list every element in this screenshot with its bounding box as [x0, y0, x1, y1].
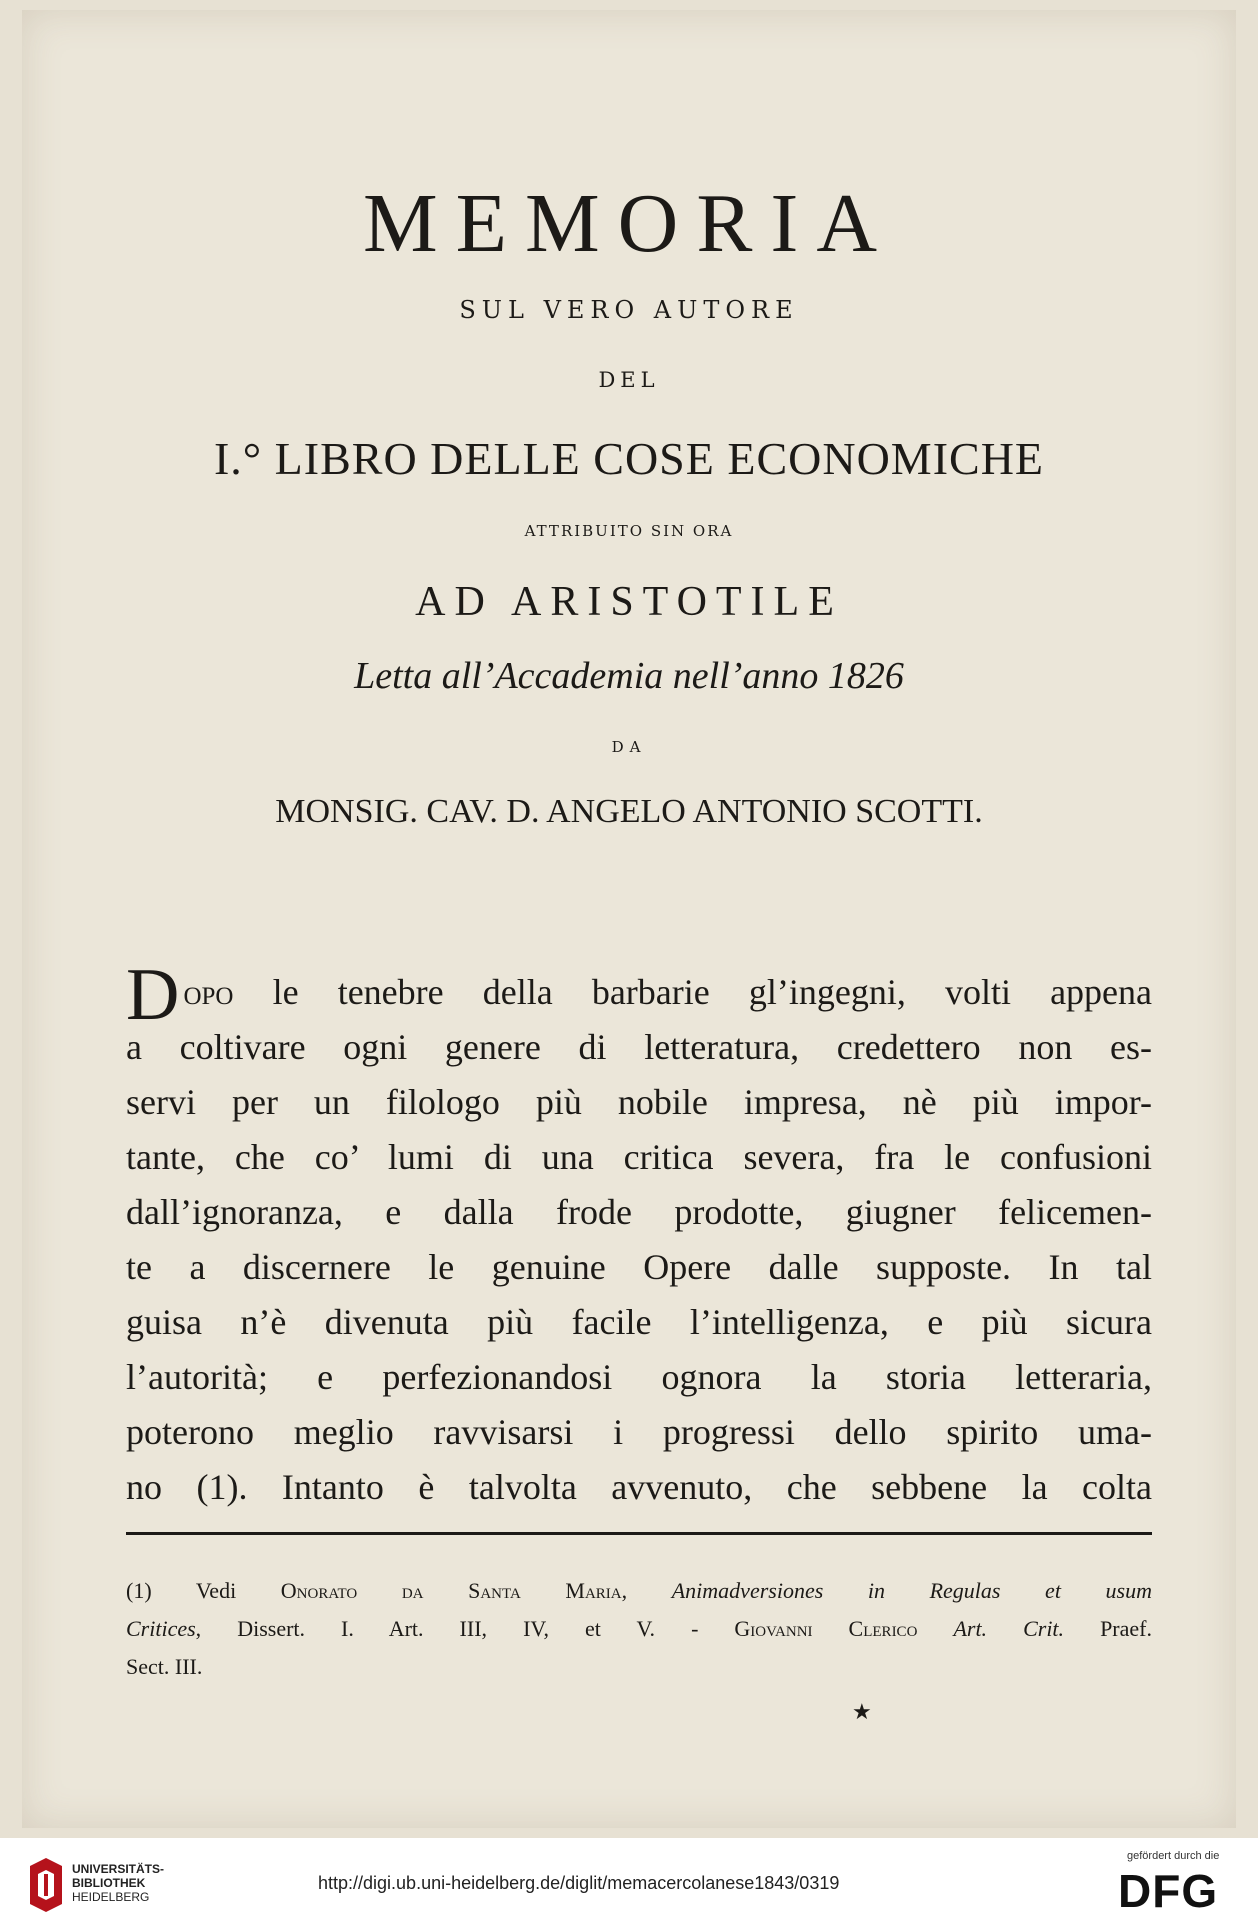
source-url-link[interactable]: http://digi.ub.uni-heidelberg.de/diglit/memacercolanese1843/0319: [318, 1873, 840, 1893]
footnote-line: (1) Vedi Onorato da Santa Maria, Animadversiones in Regulas et usum: [126, 1578, 1152, 1603]
subtitle-del: DEL: [598, 368, 660, 392]
footnote: [126, 1572, 1152, 1686]
institution-name: UNIVERSITÄTS- BIBLIOTHEK HEIDELBERG: [72, 1862, 165, 1904]
body-line: te a discernere le genuine Opere dalle supposte. In tal: [126, 1247, 1152, 1287]
body-line: Dopo le tenebre della barbarie gl’ingegni, volti appena: [126, 954, 1152, 1036]
body-line: tante, che co’ lumi di una critica severa, fra le confusioni: [126, 1137, 1152, 1177]
footnote-line: Critices, Dissert. I. Art. III, IV, et V. - Giovanni Clerico Art. Crit. Praef.: [126, 1616, 1152, 1641]
body-line: no (1). Intanto è talvolta avvenuto, che sebbene la colta: [126, 1467, 1152, 1507]
footnote-rule: [126, 1532, 1152, 1535]
author-name: MONSIG. CAV. D. ANGELO ANTONIO SCOTTI.: [275, 793, 983, 830]
title-ad-aristotile: AD ARISTOTILE: [415, 579, 843, 625]
signature-mark: ★: [852, 1700, 872, 1725]
body-line: dall’ignoranza, e dalla frode prodotte, giugner felicemen-: [126, 1192, 1152, 1232]
body-line: poterono meglio ravvisarsi i progressi dello spirito uma-: [126, 1412, 1152, 1452]
body-line: l’autorità; e perfezionandosi ognora la storia letteraria,: [126, 1357, 1152, 1397]
first-word-rest: opo: [183, 972, 234, 1012]
subtitle-sul-vero-autore: SUL VERO AUTORE: [459, 296, 799, 324]
subtitle-letta: Letta all’Accademia nell’anno 1826: [354, 655, 904, 697]
body-line: a coltivare ogni genere di letteratura, credettero non es-: [126, 1027, 1152, 1067]
body-line: servi per un filologo più nobile impresa, nè più impor-: [126, 1082, 1152, 1122]
drop-cap: D: [126, 954, 180, 1036]
subtitle-attribuito: ATTRIBUITO SIN ORA: [524, 522, 734, 540]
footer-bar: [0, 1838, 1258, 1931]
funded-by-label: gefördert durch die: [1127, 1850, 1220, 1862]
footnote-line: Sect. III.: [126, 1654, 203, 1679]
university-logo-icon: [26, 1856, 66, 1914]
body-line: guisa n’è divenuta più facile l’intelligenza, e più sicura: [126, 1302, 1152, 1342]
dfg-logo: DFG: [1118, 1865, 1219, 1917]
title-memoria: MEMORIA: [362, 177, 895, 270]
body-paragraph: [126, 954, 1152, 1515]
paper-sheet: [22, 10, 1236, 1828]
title-libro: I.° LIBRO DELLE COSE ECONOMICHE: [213, 433, 1045, 484]
subtitle-da: DA: [611, 738, 647, 756]
